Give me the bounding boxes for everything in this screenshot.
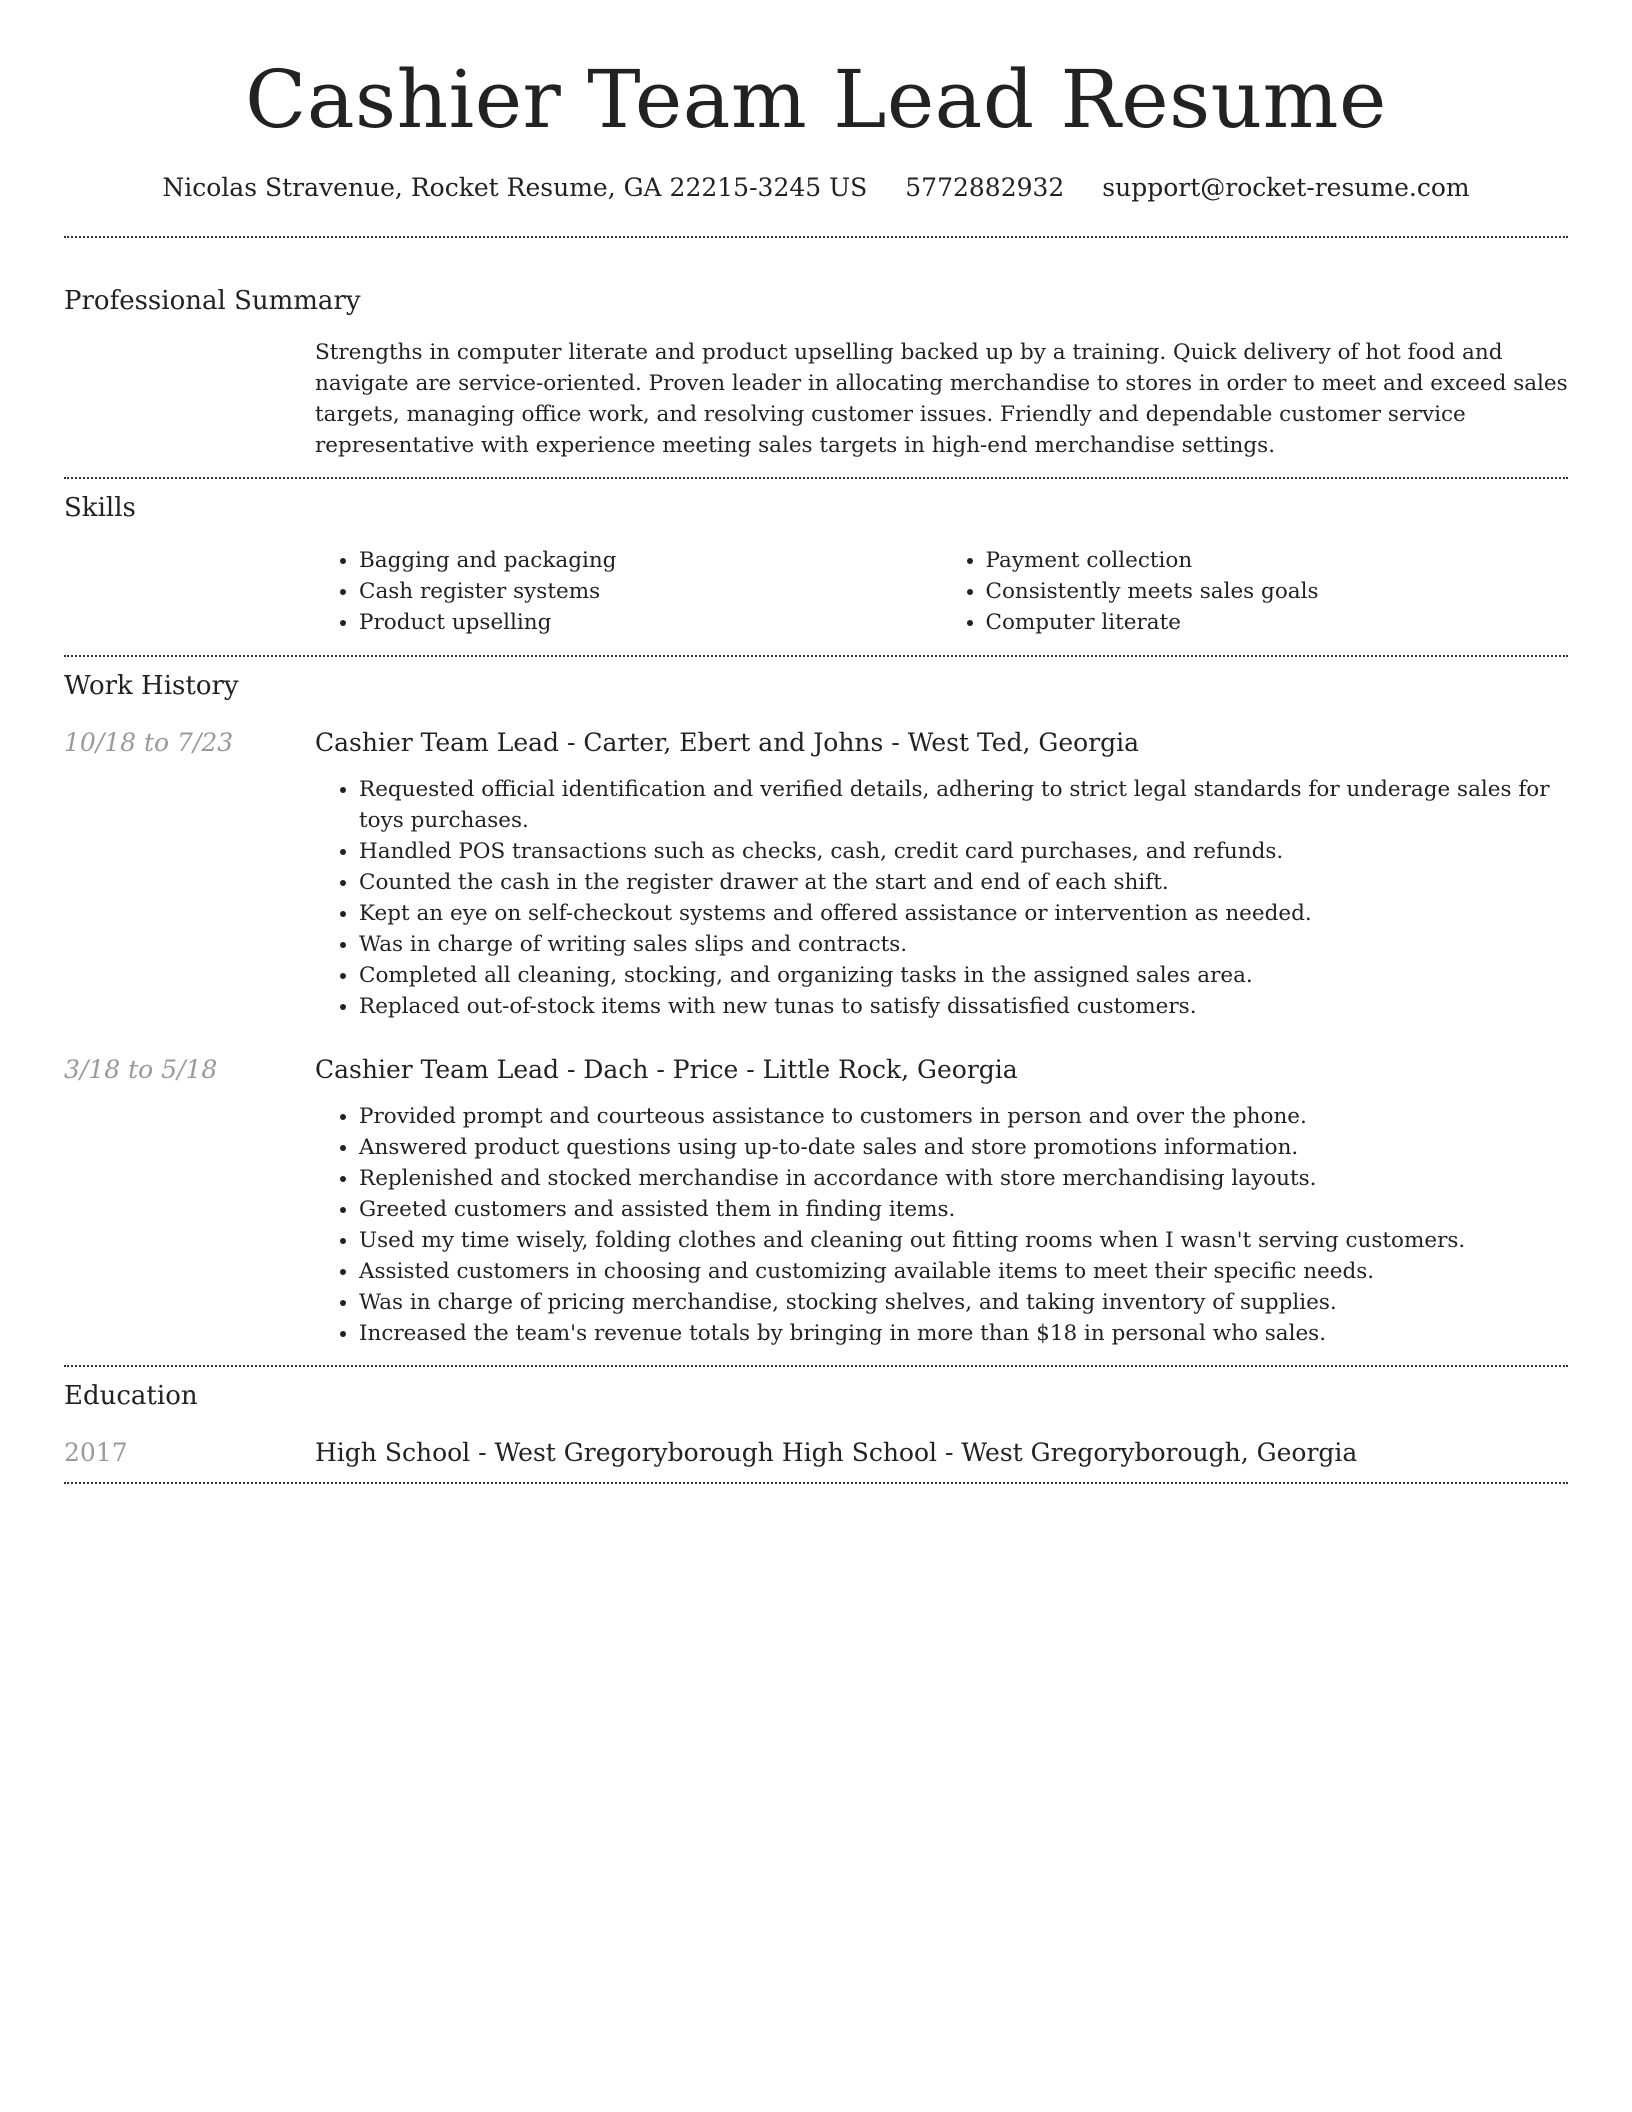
job-bullet: • Replenished and stocked merchandise in accordance with store merchandising layouts. xyxy=(359,1163,1568,1194)
contact-line xyxy=(64,172,1568,204)
job-bullet: • Kept an eye on self-checkout systems and offered assistance or intervention as needed. xyxy=(359,898,1568,929)
education-section xyxy=(64,1367,1568,1482)
skills-section xyxy=(64,479,1568,655)
education-divider xyxy=(64,1482,1568,1484)
summary-heading: Professional Summary xyxy=(64,286,361,316)
skills-list-right xyxy=(942,545,1569,638)
job-bullet: • Handled POS transactions such as checks, cash, credit card purchases, and refunds. xyxy=(359,836,1568,867)
job-bullets xyxy=(315,774,1568,1022)
job-bullet: • Increased the team's revenue totals by bringing in more than $18 in personal who sales. xyxy=(359,1318,1568,1349)
job-title: Cashier Team Lead - Carter, Ebert and Johns - West Ted, Georgia xyxy=(315,728,1140,757)
skill-item: • Cash register systems xyxy=(359,576,942,607)
job-bullet: • Counted the cash in the register drawer at the start and end of each shift. xyxy=(359,867,1568,898)
skills-heading: Skills xyxy=(64,493,136,523)
education-entry xyxy=(64,1436,1568,1470)
job-bullet: • Replaced out-of-stock items with new tunas to satisfy dissatisfied customers. xyxy=(359,991,1568,1022)
contact-email: support@rocket-resume.com xyxy=(1102,173,1470,202)
skill-item: • Bagging and packaging xyxy=(359,545,942,576)
job-title: Cashier Team Lead - Dach - Price - Little Rock, Georgia xyxy=(315,1055,1018,1084)
skill-item: • Payment collection xyxy=(986,545,1569,576)
skills-list-left xyxy=(315,545,942,638)
job-entry xyxy=(64,1053,1568,1349)
job-bullet: • Used my time wisely, folding clothes and cleaning out fitting rooms when I wasn't serving customers. xyxy=(359,1225,1568,1256)
work-heading: Work History xyxy=(64,671,239,701)
summary-section xyxy=(64,238,1568,477)
job-bullet: • Was in charge of pricing merchandise, stocking shelves, and taking inventory of supplies. xyxy=(359,1287,1568,1318)
job-bullet: • Greeted customers and assisted them in finding items. xyxy=(359,1194,1568,1225)
contact-phone: 5772882932 xyxy=(905,173,1065,202)
job-entry xyxy=(64,726,1568,1022)
education-year: 2017 xyxy=(64,1438,128,1467)
job-bullets xyxy=(315,1101,1568,1349)
job-bullet: • Completed all cleaning, stocking, and organizing tasks in the assigned sales area. xyxy=(359,960,1568,991)
education-title: High School - West Gregoryborough High School - West Gregoryborough, Georgia xyxy=(315,1438,1358,1467)
job-bullet: • Requested official identification and verified details, adhering to strict legal standards for underage sales for toys purchases. xyxy=(359,774,1568,836)
job-bullet: • Answered product questions using up-to-date sales and store promotions information. xyxy=(359,1132,1568,1163)
skill-item: • Product upselling xyxy=(359,607,942,638)
job-dates: 3/18 to 5/18 xyxy=(64,1055,218,1084)
job-dates: 10/18 to 7/23 xyxy=(64,728,234,757)
work-section xyxy=(64,657,1568,1365)
job-bullet: • Provided prompt and courteous assistance to customers in person and over the phone. xyxy=(359,1101,1568,1132)
summary-text: Strengths in computer literate and product upselling backed up by a training. Quick delivery of hot food and navigate are service-oriented. Proven leader in allocating merchandise to stores in order to meet and exceed sales targets, managing office work, and resolving customer issues. Friendly and dependable customer service representative with experience meeting sales targets in high-end merchandise settings. xyxy=(315,340,1568,458)
resume-title: Cashier Team Lead Resume xyxy=(245,53,1387,146)
contact-address: Nicolas Stravenue, Rocket Resume, GA 22215-3245 US xyxy=(162,173,868,202)
skill-item: • Computer literate xyxy=(986,607,1569,638)
job-bullet: • Assisted customers in choosing and customizing available items to meet their specific needs. xyxy=(359,1256,1568,1287)
skill-item: • Consistently meets sales goals xyxy=(986,576,1569,607)
job-bullet: • Was in charge of writing sales slips and contracts. xyxy=(359,929,1568,960)
education-heading: Education xyxy=(64,1381,198,1411)
